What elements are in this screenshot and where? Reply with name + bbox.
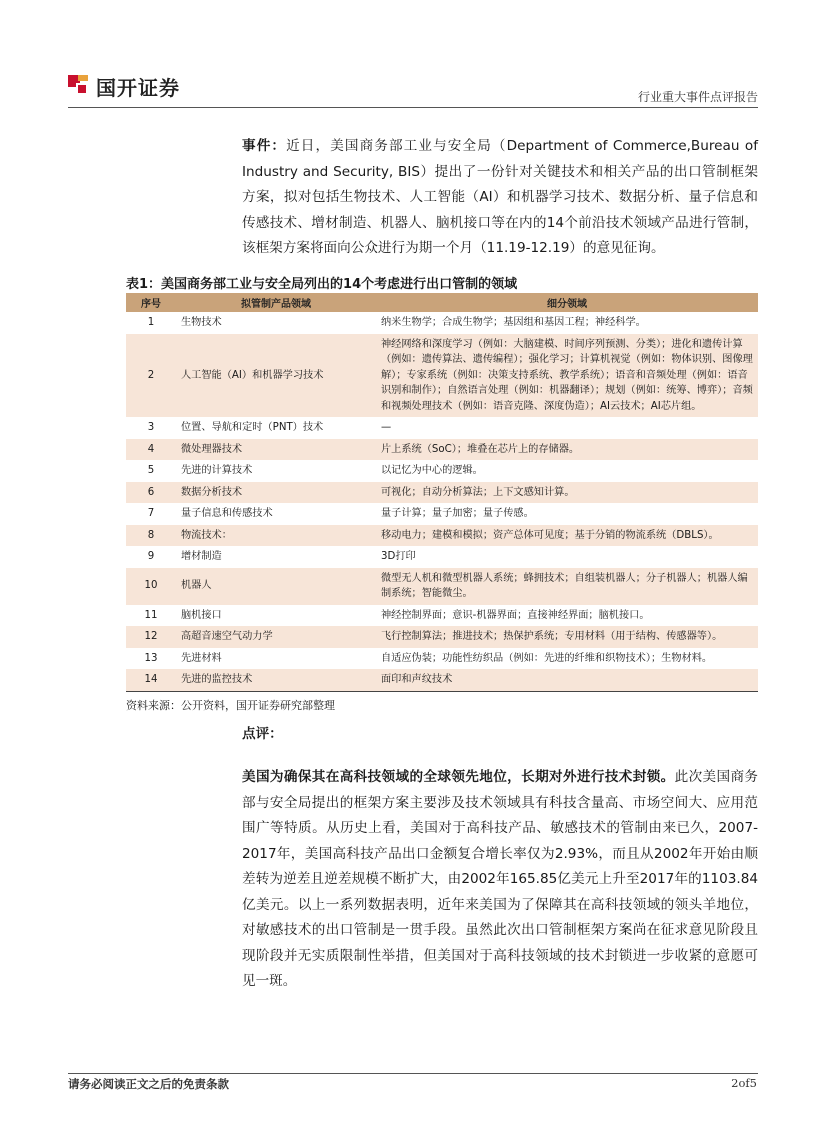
row-num: 3 [126,417,176,439]
header-detail: 细分领域 [376,293,758,312]
row-detail: 片上系统（SoC）；堆叠在芯片上的存储器。 [376,439,758,461]
row-field: 先进材料 [176,648,376,670]
report-type: 行业重大事件点评报告 [637,90,758,104]
row-num: 13 [126,648,176,670]
row-detail: 移动电力；建模和模拟；资产总体可见度；基于分销的物流系统（DBLS）。 [376,525,758,547]
row-detail: 自适应伪装；功能性纺织品（例如：先进的纤维和织物技术）；生物材料。 [376,648,758,670]
event-lead: 事件： [242,138,287,154]
table-row [126,568,758,605]
row-detail: — [376,417,758,439]
row-field: 微处理器技术 [176,439,376,461]
row-detail: 飞行控制算法；推进技术；热保护系统；专用材料（用于结构、传感器等）。 [376,626,758,648]
header-divider [68,107,758,108]
table-row [126,503,758,525]
table-row [126,648,758,670]
disclaimer-notice: 请务必阅读正文之后的免责条款 [68,1077,229,1091]
header-num: 序号 [126,293,176,312]
table-row [126,669,758,691]
row-num: 5 [126,460,176,482]
page-header [68,74,758,106]
row-detail: 纳米生物学；合成生物学；基因组和基因工程；神经科学。 [376,312,758,334]
row-detail: 量子计算；量子加密；量子传感。 [376,503,758,525]
row-field: 增材制造 [176,546,376,568]
comment-text: 此次美国商务部与安全局提出的框架方案主要涉及技术领域具有科技含量高、市场空间大、应用范围广等特质。从历史上看，美国对于高科技产品、敏感技术的管制由来已久，2007-2017年，美国高科技产品出口金额复合增长率仅为2.93%，而且从2002年开始由顺差转为逆差且逆差规模不断扩大，由2002年165.85亿美元上升至2017年的1103.84亿美元。以上一系列数据表明，近年来美国为了保障其在高科技领域的领头羊地位，对敏感技术的出口管制是一贯手段。虽然此次出口管制框架方案尚在征求意见阶段且现阶段并无实质限制性举措，但美国对于高科技领域的技术封锁进一步收紧的意愿可见一斑。 [242,769,758,989]
event-text: 近日，美国商务部工业与安全局（Department of Commerce,Bureau of Industry and Security, BIS）提出了一份针对关键技术和相关产品的出口管制框架方案，拟对包括生物技术、人工智能（AI）和机器学习技术、数据分析、量子信息和传感技术、增材制造、机器人、脑机接口等在内的14个前沿技术领域产品进行管制，该框架方案将面向公众进行为期一个月（11.19-12.19）的意见征询。 [242,138,759,256]
comment-lead: 美国为确保其在高科技领域的全球领先地位，长期对外进行技术封锁。 [242,769,675,785]
row-field: 脑机接口 [176,605,376,627]
table-row [126,525,758,547]
row-num: 10 [126,568,176,605]
table-row [126,460,758,482]
row-field: 量子信息和传感技术 [176,503,376,525]
comment-title: 点评： [242,726,283,742]
table-row [126,482,758,504]
row-detail: 以记忆为中心的逻辑。 [376,460,758,482]
row-detail: 3D打印 [376,546,758,568]
company-logo [68,74,180,98]
table-row [126,334,758,418]
page-number: 2of5 [731,1076,757,1090]
row-detail: 可视化；自动分析算法；上下文感知计算。 [376,482,758,504]
row-field: 高超音速空气动力学 [176,626,376,648]
row-num: 14 [126,669,176,691]
row-num: 9 [126,546,176,568]
row-num: 2 [126,334,176,418]
table-row [126,417,758,439]
table-row [126,626,758,648]
table-row [126,605,758,627]
row-field: 机器人 [176,568,376,605]
row-num: 7 [126,503,176,525]
table-header-row [126,293,758,312]
row-detail: 面印和声纹技术 [376,669,758,691]
row-field: 数据分析技术 [176,482,376,504]
export-control-table [126,293,758,692]
row-field: 人工智能（AI）和机器学习技术 [176,334,376,418]
row-num: 12 [126,626,176,648]
logo-mark-icon [68,75,90,97]
table-source: 资料来源：公开资料，国开证券研究部整理 [126,699,335,712]
row-detail: 神经网络和深度学习（例如：大脑建模、时间序列预测、分类）；进化和遗传计算（例如：遗传算法、遗传编程）；强化学习；计算机视觉（例如：物体识别、图像理解）；专家系统（例如：决策支持系统、教学系统）；语音和音频处理（例如：语音识别和制作）；自然语言处理（例如：机器翻译）；规划（例如：统筹、博弈）；音频和视频处理技术（例如：语音克隆、深度伪造）；AI云技术；AI芯片组。 [376,334,758,418]
row-field: 位置、导航和定时（PNT）技术 [176,417,376,439]
row-num: 8 [126,525,176,547]
row-field: 先进的监控技术 [176,669,376,691]
table-row [126,439,758,461]
event-paragraph [242,134,758,262]
row-num: 1 [126,312,176,334]
footer-divider [68,1073,758,1074]
comment-paragraph [242,765,758,995]
row-num: 11 [126,605,176,627]
table-caption: 表1：美国商务部工业与安全局列出的14个考虑进行出口管制的领域 [126,277,518,292]
logo-text: 国开证券 [96,75,180,100]
row-num: 4 [126,439,176,461]
row-field: 先进的计算技术 [176,460,376,482]
row-num: 6 [126,482,176,504]
row-field: 生物技术 [176,312,376,334]
row-detail: 微型无人机和微型机器人系统；蜂拥技术；自组装机器人；分子机器人；机器人编制系统；智能微尘。 [376,568,758,605]
header-field: 拟管制产品领域 [176,293,376,312]
row-field: 物流技术： [176,525,376,547]
table-row [126,312,758,334]
row-detail: 神经控制界面；意识-机器界面；直接神经界面；脑机接口。 [376,605,758,627]
table-row [126,546,758,568]
